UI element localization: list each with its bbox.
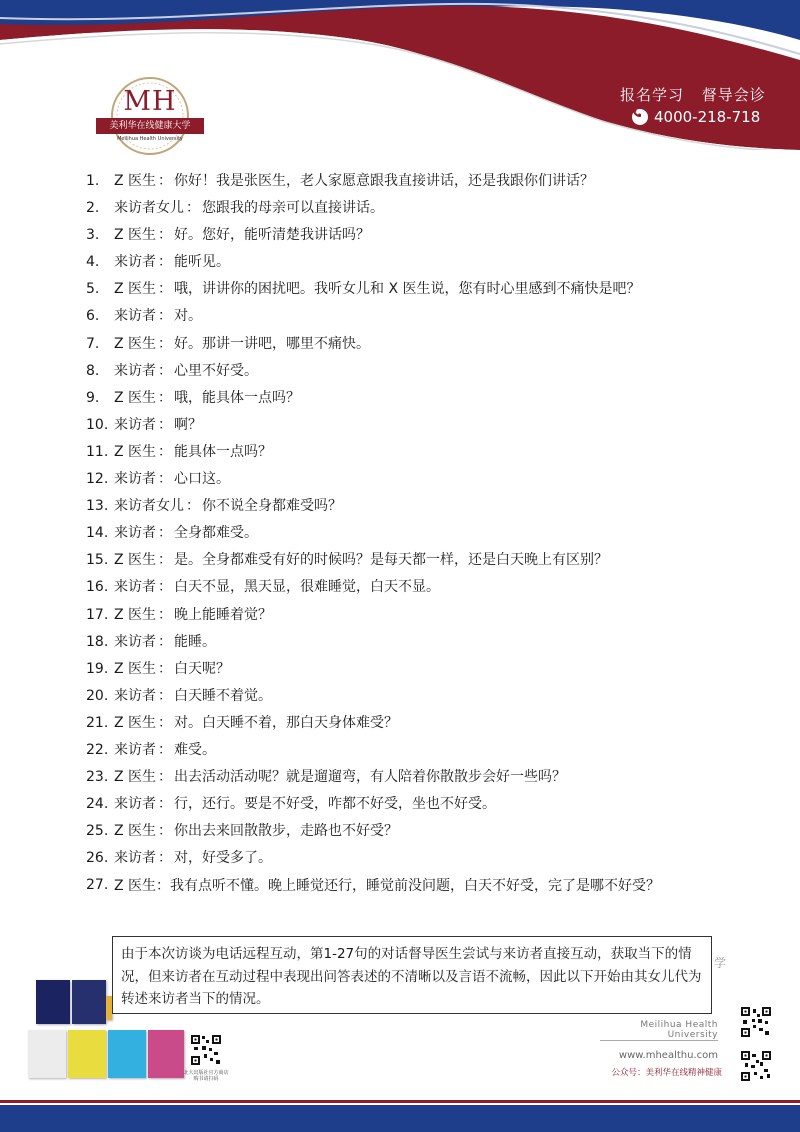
- qr-caption: 北大出版社官方商店购书请扫码: [183, 1070, 229, 1082]
- dialogue-line: 20. 来访者 ： 白天睡不着觉。: [86, 687, 272, 704]
- dialogue-line: 27. Z 医生：我有点听不懂。晚上睡觉还行，睡觉前没问题，白天不好受，完了是哪不好受？: [86, 877, 661, 895]
- footer-website-link[interactable]: www.mhealthu.com: [618, 1050, 718, 1061]
- footer-divider: [600, 1040, 718, 1041]
- dialogue-line: 12. 来访者 ： 心口这。: [86, 471, 230, 488]
- header-banner: [0, 0, 800, 150]
- logo-name: 美利华在线健康大学: [96, 118, 204, 134]
- footer-university-name: Meilihua Health University: [640, 1020, 718, 1040]
- dialogue-line: 9. Z 医生 ： 哦，能具体一点吗？: [86, 389, 301, 406]
- book-cover: [36, 980, 70, 1024]
- logo-mark: MH: [123, 86, 177, 117]
- book-cover: [28, 1030, 66, 1078]
- hotline-number: 4000-218-718: [654, 108, 761, 126]
- session-note-box: 由于本次访谈为电话远程互动，第1-27句的对话督导医生尝试与来访者直接互动，获取当下的情况，但来访者在互动过程中表现出问答表述的不清晰以及言语不流畅，因此以下开始由其女儿代为转述来访者当下的情况。: [112, 936, 712, 1014]
- qr-code-icon[interactable]: [190, 1034, 222, 1066]
- qr-code-icon[interactable]: [740, 1050, 772, 1082]
- dialogue-line: 17. Z 医生 ： 晚上能睡着觉？: [86, 606, 273, 623]
- dialogue-line: 23. Z 医生 ： 出去活动活动呢？就是遛遛弯，有人陪着你散散步会好一些吗？: [86, 769, 567, 786]
- dialogue-line: 5. Z 医生 ： 哦，讲讲你的困扰吧。我听女儿和 X 医生说，您有时心里感到不痛快是吧？: [86, 281, 641, 298]
- dialogue-line: 14. 来访者 ： 全身都难受。: [86, 525, 258, 542]
- university-logo: [108, 76, 192, 160]
- dialogue-line: 13. 来访者女儿 ： 你不说全身都难受吗？: [86, 498, 342, 515]
- qr-code-icon[interactable]: [740, 1006, 772, 1038]
- book-cover: [68, 1030, 106, 1078]
- book-cover: [72, 980, 106, 1024]
- logo-subtitle: Meilihua Health University: [117, 136, 183, 142]
- dialogue-line: 16. 来访者 ： 白天不显，黑天显，很难睡觉，白天不显。: [86, 579, 440, 596]
- dialogue-line: 15. Z 医生 ： 是。全身都难受有好的时候吗？是每天都一样，还是白天晚上有区别？: [86, 552, 609, 569]
- dialogue-line: 25. Z 医生 ： 你出去来回散散步，走路也不好受？: [86, 823, 399, 840]
- footer-university-fragment: 学: [714, 956, 727, 970]
- dialogue-line: 24. 来访者 ： 行，还行。要是不好受，咋都不好受，坐也不好受。: [86, 796, 496, 813]
- dialogue-line: 19. Z 医生 ： 白天呢？: [86, 660, 231, 677]
- dialogue-line: 26. 来访者 ： 对，好受多了。: [86, 850, 272, 867]
- dialogue-line: 7. Z 医生 ： 好。那讲一讲吧，哪里不痛快。: [86, 335, 371, 352]
- dialogue-line: 22. 来访者 ： 难受。: [86, 741, 216, 758]
- dialogue-line: 8. 来访者 ： 心里不好受。: [86, 362, 258, 379]
- slogan-supervision: 督导会诊: [701, 86, 766, 104]
- dialogue-line: 11. Z 医生 ： 能具体一点吗？: [86, 443, 273, 460]
- dialogue-line: 1. Z 医生 ： 你好！我是张医生，老人家愿意跟我直接讲话，还是我跟你们讲话？: [86, 173, 595, 189]
- header-slogan: [620, 84, 778, 105]
- dialogue-line: 4. 来访者 ： 能听见。: [86, 254, 230, 271]
- hotline[interactable]: [632, 108, 760, 126]
- dialogue-transcript: [86, 168, 726, 900]
- book-cover: [148, 1030, 184, 1078]
- dialogue-line: 3. Z 医生 ： 好。您好，能听清楚我讲话吗？: [86, 227, 371, 244]
- slogan-enroll: 报名学习: [620, 86, 685, 104]
- dialogue-line: 6. 来访者 ： 对。: [86, 308, 202, 325]
- phone-icon: [632, 109, 648, 125]
- footer-wechat-account: 公众号：美利华在线精神健康: [611, 1068, 722, 1078]
- dialogue-line: 21. Z 医生 ： 对。白天睡不着，那白天身体难受？: [86, 714, 399, 731]
- footer-band: [0, 1100, 800, 1132]
- book-cover: [108, 1030, 146, 1078]
- dialogue-line: 18. 来访者 ： 能睡。: [86, 633, 216, 650]
- dialogue-line: 10. 来访者 ： 啊？: [86, 416, 202, 433]
- dialogue-line: 2. 来访者女儿 ： 您跟我的母亲可以直接讲话。: [86, 200, 384, 217]
